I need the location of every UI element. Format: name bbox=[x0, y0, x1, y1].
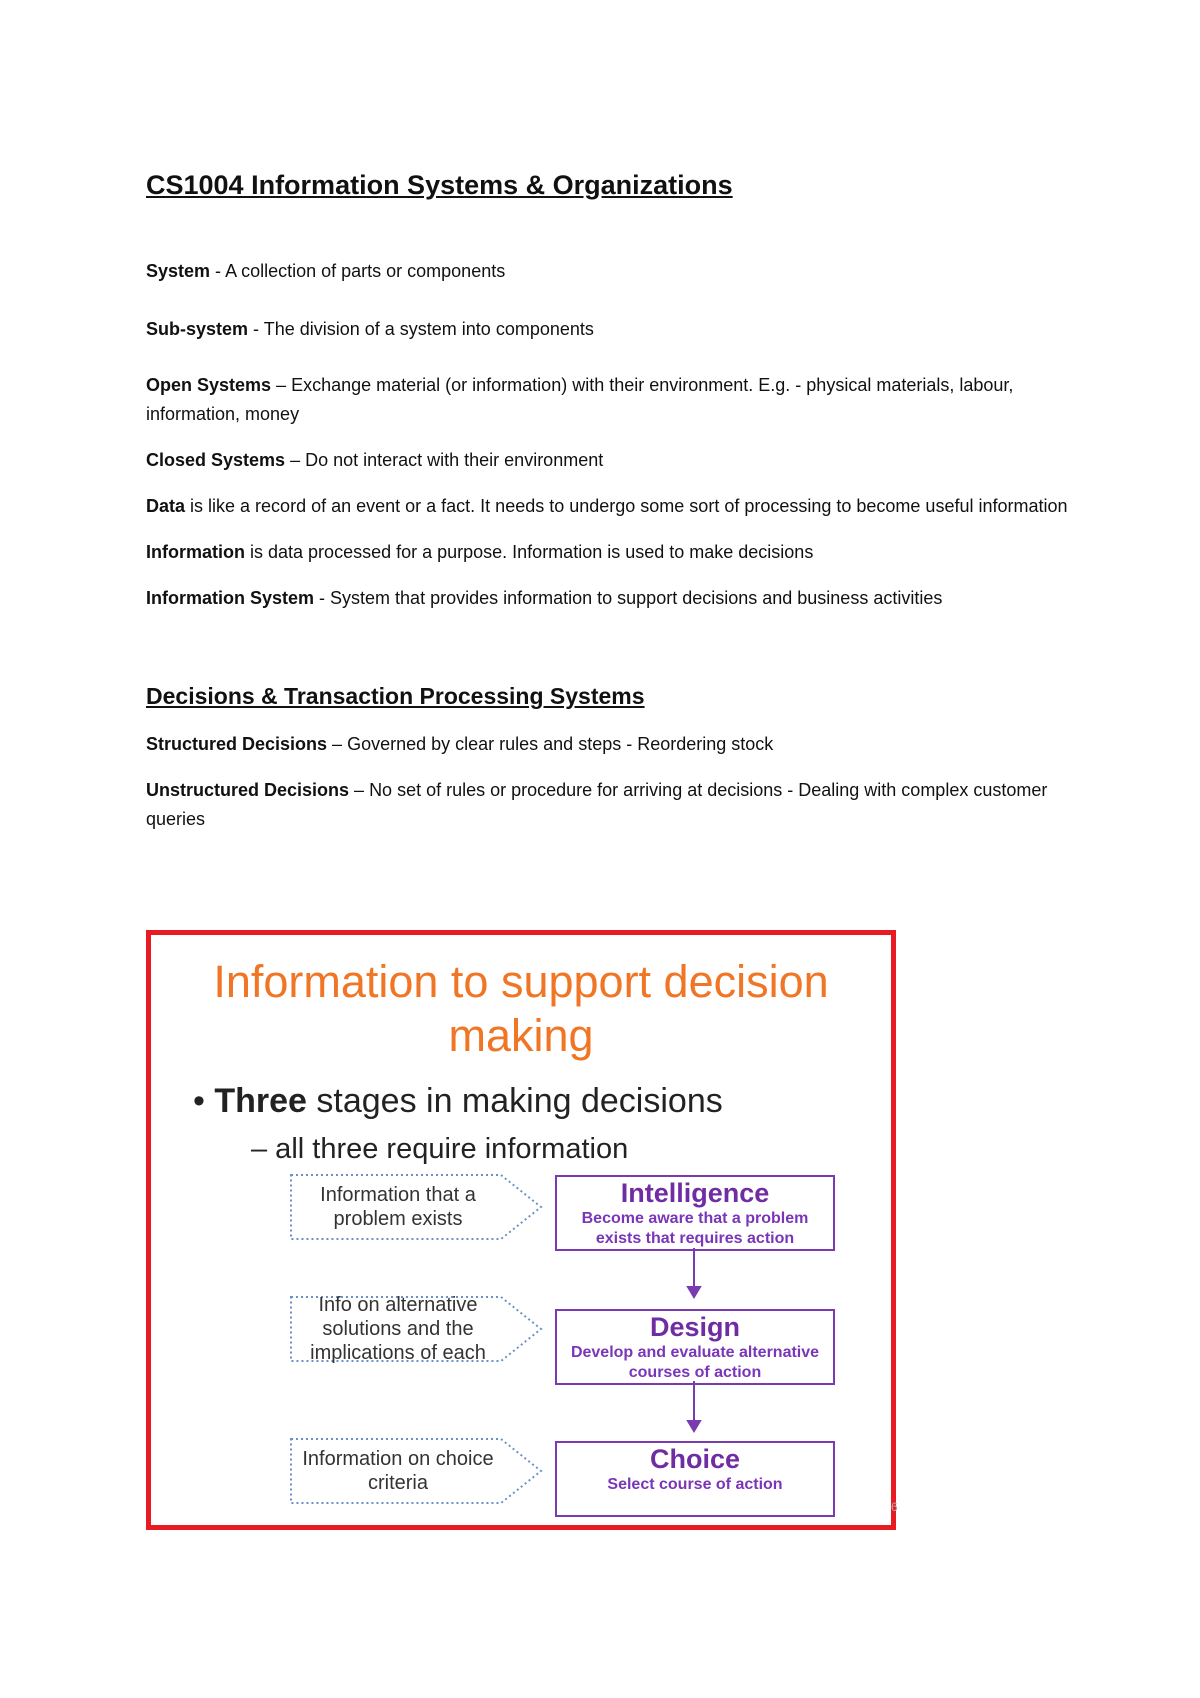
slide-title: Information to support decision making bbox=[213, 956, 829, 1061]
slide-sub-bullet: – all three require information bbox=[251, 1133, 629, 1165]
page-title: CS1004 Information Systems & Organizations bbox=[146, 170, 733, 200]
definition-information: Information is data processed for a purpose. Information is used to make decisions bbox=[146, 542, 814, 562]
stage-choice bbox=[555, 1441, 835, 1517]
info-box-1: Information that a problem exists bbox=[320, 1184, 476, 1230]
definition-data: Data is like a record of an event or a fact. It needs to undergo some sort of processing to become useful information bbox=[146, 496, 1068, 516]
stage-name: Design bbox=[649, 1312, 741, 1342]
slide-image bbox=[146, 930, 896, 1530]
definition-system: System - A collection of parts or components bbox=[146, 261, 506, 281]
info-box-3: Information on choice criteria bbox=[302, 1448, 494, 1494]
stage-design bbox=[555, 1309, 835, 1385]
section-heading: Decisions & Transaction Processing Systems bbox=[146, 683, 645, 709]
info-box-2: Info on alternative solutions and the implications of each bbox=[310, 1294, 486, 1364]
stage-description: Select course of action bbox=[607, 1476, 783, 1493]
definition-open-systems: Open Systems – Exchange material (or information) with their environment. E.g. - physical materials, labour, information, money bbox=[146, 375, 1014, 424]
definition-structured-decisions: Structured Decisions – Governed by clear rules and steps - Reordering stock bbox=[146, 734, 774, 754]
slide-bullet: • Three stages in making decisions bbox=[193, 1082, 723, 1120]
definition-unstructured-decisions: Unstructured Decisions – No set of rules or procedure for arriving at decisions - Dealing with complex customer queries bbox=[146, 780, 1048, 829]
flow-arrowhead-2 bbox=[688, 1421, 700, 1431]
stage-description: Become aware that a problem exists that requires action bbox=[581, 1210, 809, 1247]
document-body bbox=[146, 170, 1076, 834]
stage-intelligence bbox=[555, 1175, 835, 1251]
definition-closed-systems: Closed Systems – Do not interact with their environment bbox=[146, 450, 604, 470]
definition-sub-system: Sub-system - The division of a system into components bbox=[146, 319, 594, 339]
flow-arrowhead-1 bbox=[688, 1287, 700, 1297]
stage-name: Intelligence bbox=[620, 1178, 770, 1208]
stage-description: Develop and evaluate alternative courses of action bbox=[570, 1344, 820, 1381]
slide-page-number: 6 bbox=[891, 1500, 898, 1514]
stage-name: Choice bbox=[649, 1444, 741, 1474]
definition-information-system: Information System - System that provides information to support decisions and business activities bbox=[146, 588, 943, 608]
